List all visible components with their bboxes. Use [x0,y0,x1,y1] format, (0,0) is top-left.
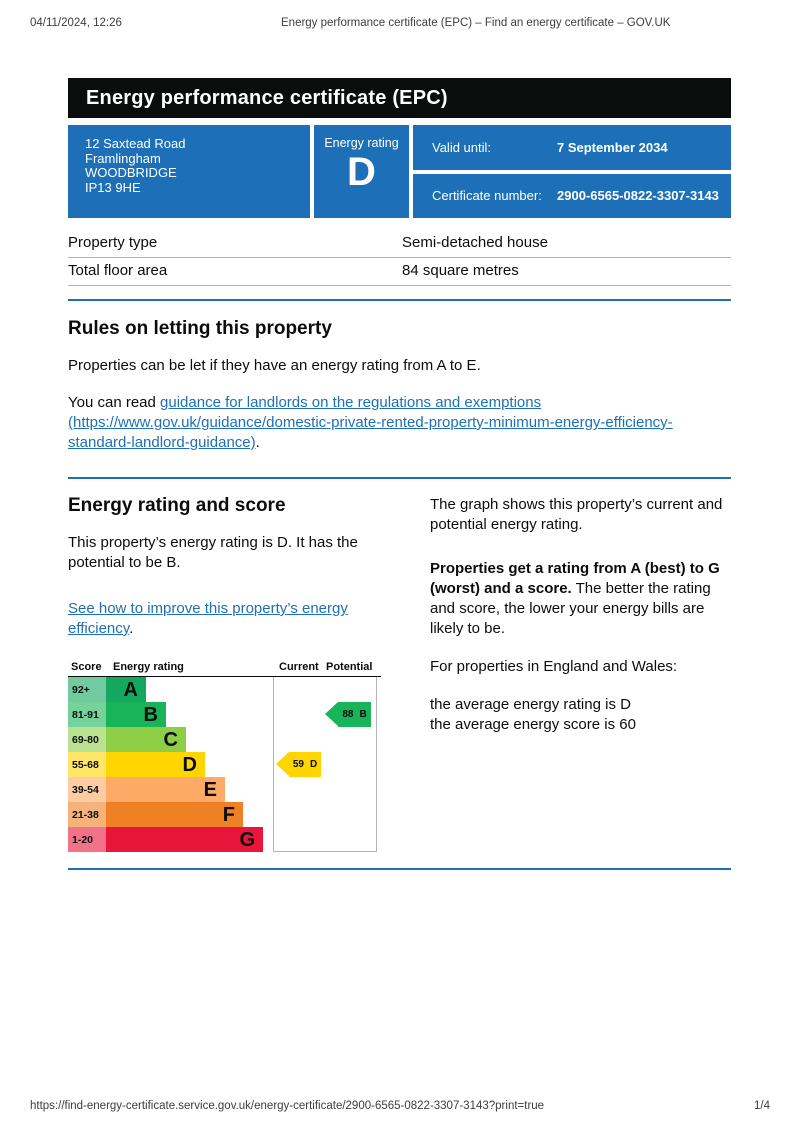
band-score-range: 69-80 [68,727,106,752]
guidance-link-url: (https://www.gov.uk/guidance/domestic-private-rented-property-minimum-energy-efficiency-standard-landlord-guidance) [68,414,673,451]
band-score-range: 92+ [68,677,106,702]
band-score-range: 55-68 [68,752,106,777]
certificate-meta-boxes [413,125,731,218]
england-wales-intro: For properties in England and Wales: [430,658,678,675]
average-rating-line: the average energy rating is D [430,696,631,713]
rules-paragraph: Properties can be let if they have an energy rating from A to E. [68,357,481,374]
band-bar-g [106,827,263,852]
band-bar-e [106,777,225,802]
certificate-title-bar [68,78,731,118]
chart-header [68,660,381,677]
improve-efficiency-link[interactable]: See how to improve this property’s energy efficiency [68,600,348,637]
average-score-line: the average energy score is 60 [430,716,636,733]
arrow-tip [276,752,289,776]
print-page-title: Energy performance certificate (EPC) – Find an energy certificate – GOV.UK [281,17,671,29]
address-line-1: 12 Saxtead Road [85,136,186,151]
page-indicator: 1/4 [754,1100,770,1112]
property-type-value: Semi-detached house [402,234,548,251]
floor-area-value: 84 square metres [402,262,519,279]
section-divider [68,477,731,479]
band-score-range: 39-54 [68,777,106,802]
potential-score: 88 [342,709,354,720]
improve-suffix: . [129,620,134,637]
band-letter: F [222,803,235,826]
ratings-explanation [430,559,731,639]
band-bar-b [106,702,166,727]
potential-rating-value [338,702,371,727]
certificate-page [68,78,731,870]
ratings-explanation-rest: The better the rating and score, the lower your energy bills are likely to be. [430,580,711,637]
guidance-suffix: . [255,434,260,451]
rating-right-column [430,495,731,852]
guidance-paragraph [68,393,731,453]
arrow-tip [325,702,338,726]
potential-rating-arrow [325,702,371,727]
ratings-explanation-bold: Properties get a rating from A (best) to G (worst) and a score. [430,560,720,597]
energy-rating-box [314,125,409,218]
band-letter: C [163,728,178,751]
improve-paragraph [68,599,390,639]
rating-summary: This property’s energy rating is D. It has the potential to be B. [68,534,358,571]
property-type-label: Property type [68,234,158,251]
band-bar-d [106,752,205,777]
address-line-3: WOODBRIDGE [85,165,177,180]
current-score: 59 [292,759,304,770]
valid-until-label: Valid until: [432,139,492,155]
guidance-link-text: guidance for landlords on the regulations and exemptions [160,394,542,411]
band-letter: G [239,828,255,851]
rules-heading: Rules on letting this property [68,318,332,339]
certificate-title: Energy performance certificate (EPC) [86,86,448,109]
rating-heading: Energy rating and score [68,495,286,516]
guidance-prefix: You can read [68,394,161,411]
certificate-number-value: 2900-6565-0822-3307-3143 [557,188,719,204]
table-row [68,230,731,258]
band-letter: A [123,678,138,701]
chart-body [68,677,381,852]
band-letter: B [143,703,158,726]
band-score-range: 1-20 [68,827,106,852]
energy-rating-section [68,495,731,852]
address-line-2: Framlingham [85,150,161,166]
address-line-4: IP13 9HE [85,179,141,195]
valid-until-value: 7 September 2034 [557,139,668,155]
print-datetime: 04/11/2024, 12:26 [30,17,122,29]
table-row [68,258,731,286]
band-bar-f [106,802,243,827]
band-score-range: 21-38 [68,802,106,827]
print-url: https://find-energy-certificate.service.gov.uk/energy-certificate/2900-6565-0822-3307-3143?print=true [30,1100,545,1112]
current-rating-arrow [276,752,321,777]
band-bar-a [106,677,146,702]
band-letter: E [203,778,217,801]
column-current: Current [279,661,319,673]
section-divider [68,299,731,301]
potential-letter: B [359,709,367,720]
column-energy-rating: Energy rating [113,661,184,673]
rating-left-column [68,495,390,852]
column-score: Score [71,661,102,673]
current-letter: D [309,759,318,770]
band-score-range: 81-91 [68,702,106,727]
current-rating-value [289,752,321,777]
browser-print-footer [30,1100,770,1112]
browser-print-header [30,17,770,33]
averages [430,695,731,735]
address-box [68,125,310,218]
certificate-number-box [413,174,731,219]
energy-rating-value: D [347,150,376,194]
valid-until-box [413,125,731,170]
column-potential: Potential [326,661,373,673]
certificate-number-label: Certificate number: [432,188,542,204]
epc-rating-graph [68,660,381,852]
certificate-summary [68,125,731,218]
property-details-table [68,230,731,286]
energy-rating-label: Energy rating [324,136,399,150]
floor-area-label: Total floor area [68,262,168,279]
band-letter: D [182,753,197,776]
band-bar-c [106,727,186,752]
section-divider [68,868,731,870]
graph-description: The graph shows this property’s current and potential energy rating. [430,496,723,533]
